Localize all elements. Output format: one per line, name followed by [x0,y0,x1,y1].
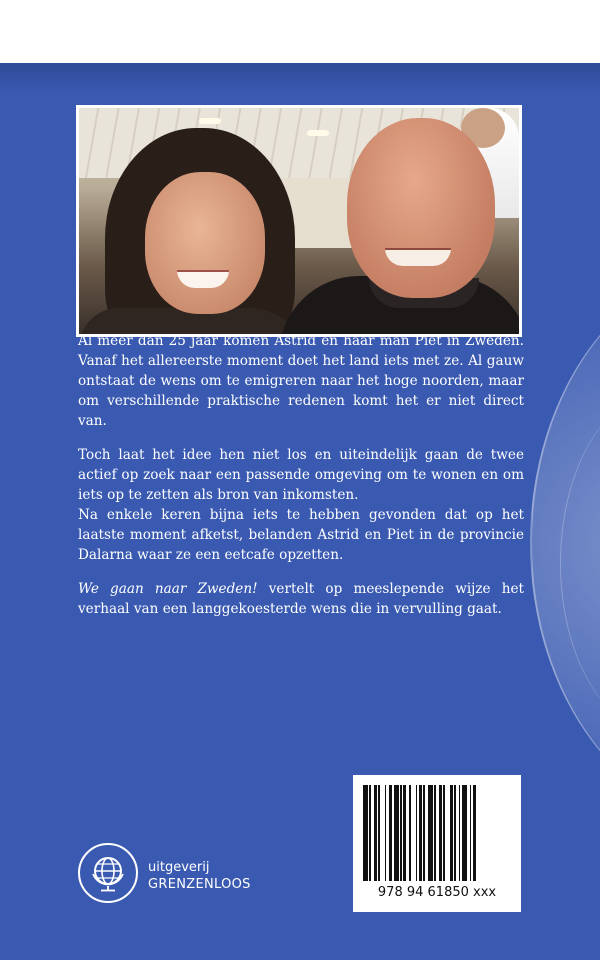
blurb-paragraph-4 [78,579,524,619]
photo-woman-face [145,172,265,314]
publisher-name: GRENZENLOOS [148,877,251,892]
blurb-paragraph-1: Al meer dan 25 jaar komen Astrid en haar man Piet in Zweden. Vanaf het allereerste moment doet het land iets met ze. Al gauw ontstaat de wens om te emigreren naar het hoge noorden, maar om verschillende praktische redenen komt het er niet direct van. [78,333,524,429]
photo-lamp [307,130,329,136]
author-photo-frame [76,105,522,337]
publisher-mark [78,843,328,907]
top-white-strip [0,0,600,63]
photo-man-head [347,118,495,298]
book-title: We gaan naar Zweden! [78,581,258,597]
globe-icon-graphic [87,852,129,894]
globe-icon [78,843,138,903]
blurb-paragraph-2: Toch laat het idee hen niet los en uiteindelijk gaan de twee actief op zoek naar een passende omgeving om te wonen en om iets op te zetten als bron van inkomsten. [78,447,524,503]
cover-top-shadow [0,63,600,93]
back-cover-blurb [78,331,524,633]
back-cover [0,63,600,960]
photo-man-smile [385,248,451,266]
isbn-barcode [353,775,521,912]
photo-lamp [199,118,221,124]
isbn-number: 978 94 61850 xxx [377,885,497,900]
blurb-paragraph-4-text: vertelt op meeslepende wijze het verhaal van een langgekoesterde wens die in vervulling gaat. [78,581,525,617]
barcode-bars [363,785,513,881]
barcode-stripe [476,785,478,881]
publisher-line-1: uitgeverij [148,860,210,875]
author-photo [79,108,519,334]
blurb-paragraph-3: Na enkele keren bijna iets te hebben gevonden dat op het laatste moment afketst, belanden Astrid en Piet in de provincie Dalarna waar ze een eetcafe opzetten. [78,507,524,563]
